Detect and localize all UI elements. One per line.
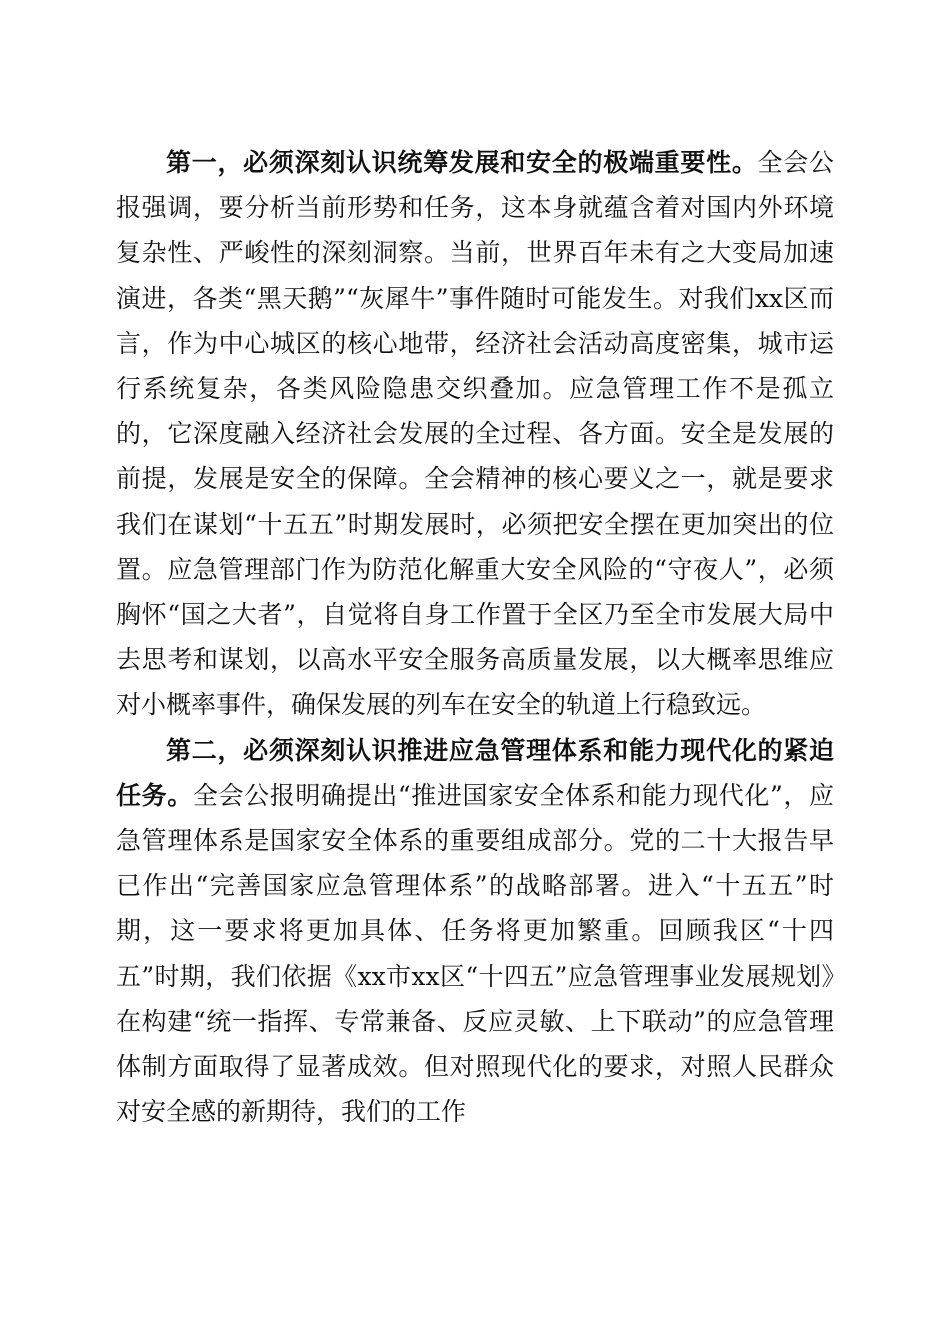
paragraph-2-heading: 第二，必须深刻认识推进应急管理体系和能力现代化的紧迫任务。 xyxy=(116,735,834,810)
paragraph-1-body: 全会公报强调，要分析当前形势和任务，这本身就蕴含着对国内外环境复杂性、严峻性的深刻洞察。当前，世界百年未有之大变局加速演进，各类“黑天鹅”“灰犀牛”事件随时可能发生。对我们xx区而言，作为中心城区的核心地带，经济社会活动高度密集，城市运行系统复杂，各类风险隐患交织叠加。应急管理工作不是孤立的，它深度融入经济社会发展的全过程、各方面。安全是发展的前提，发展是安全的保障。全会精神的核心要义之一，就是要求我们在谋划“十五五”时期发展时，必须把安全摆在更加突出的位置。应急管理部门作为防范化解重大安全风险的“守夜人”，必须胸怀“国之大者”，自觉将自身工作置于全区乃至全市发展大局中去思考和谋划，以高水平安全服务高质量发展，以大概率思维应对小概率事件，确保发展的列车在安全的轨道上行稳致远。 xyxy=(116,148,834,720)
paragraph-2-body: 全会公报明确提出“推进国家安全体系和能力现代化”，应急管理体系是国家安全体系的重要组成部分。党的二十大报告早已作出“完善国家应急管理体系”的战略部署。进入“十五五”时期，这一要求将更加具体、任务将更加繁重。回顾我区“十四五”时期，我们依据《xx市xx区“十四五”应急管理事业发展规划》在构建“统一指挥、专常兼备、反应灵敏、上下联动”的应急管理体制方面取得了显著成效。但对照现代化的要求，对照人民群众对安全感的新期待，我们的工作 xyxy=(116,780,834,1127)
paragraph-1-heading: 第一，必须深刻认识统筹发展和安全的极端重要性。 xyxy=(166,148,758,177)
paragraph-1 xyxy=(116,140,834,728)
document-body xyxy=(116,140,834,1134)
paragraph-2 xyxy=(116,728,834,1135)
